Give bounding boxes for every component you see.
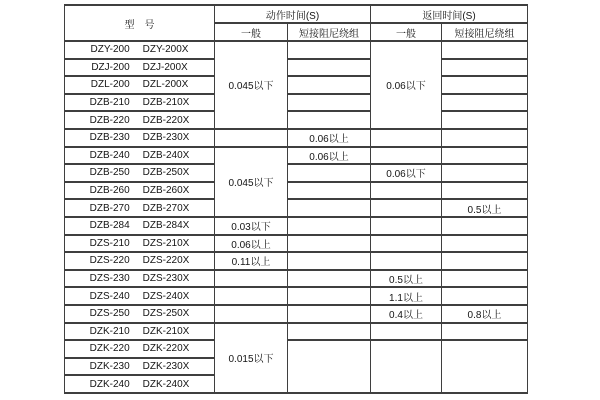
- model-name: DZB-240: [89, 149, 130, 161]
- model-name: DZK-230: [89, 360, 130, 372]
- model-name: DZB-270: [89, 202, 130, 214]
- table-row: [65, 147, 528, 165]
- model-name-x: DZK-240X: [142, 378, 190, 390]
- return-general-cell: [371, 199, 442, 217]
- model-name: DZK-210: [89, 325, 130, 337]
- action-damped-cell: [288, 252, 371, 270]
- table-row: [65, 235, 528, 253]
- model-name-x: DZB-260X: [142, 185, 190, 197]
- return-general-cell: [371, 235, 442, 253]
- model-cell: [65, 358, 215, 376]
- header-row-1: [65, 5, 528, 23]
- return-damped-cell: [442, 182, 528, 200]
- model-cell: [65, 199, 215, 217]
- model-name: DZB-260: [89, 185, 130, 197]
- action-general-cell: [215, 305, 288, 323]
- model-name: DZY-200: [90, 44, 130, 56]
- return-damped-cell: [442, 129, 528, 147]
- model-name-x: DZK-220X: [142, 343, 190, 355]
- return-damped-cell: [442, 217, 528, 235]
- return-general-cell: 0.5以上: [371, 270, 442, 288]
- model-cell: [65, 305, 215, 323]
- table-row: [65, 182, 528, 200]
- table-row: [65, 340, 528, 358]
- model-cell: [65, 235, 215, 253]
- model-name-x: DZJ-200X: [142, 61, 188, 73]
- table-row: [65, 323, 528, 341]
- return-damped-cell: [442, 323, 528, 341]
- table-row: [65, 270, 528, 288]
- model-cell: [65, 129, 215, 147]
- model-cell: [65, 182, 215, 200]
- return-general-cell: 0.06以下: [371, 41, 442, 129]
- action-damped-cell: [288, 323, 371, 341]
- model-name-x: DZB-250X: [142, 167, 190, 179]
- model-name: DZS-210: [89, 237, 130, 249]
- model-name: DZS-230: [89, 273, 130, 285]
- model-cell: [65, 217, 215, 235]
- model-cell: [65, 287, 215, 305]
- return-general-cell: [371, 252, 442, 270]
- model-name: DZS-240: [89, 290, 130, 302]
- return-damped-cell: [442, 164, 528, 182]
- return-general-cell: 1.1以上: [371, 287, 442, 305]
- table-row: [65, 129, 528, 147]
- model-name: DZS-220: [89, 255, 130, 267]
- table-row: [65, 76, 528, 94]
- action-general-cell: [215, 270, 288, 288]
- action-damped-cell: 0.06以上: [288, 147, 371, 165]
- return-time-header: 返回时间(S): [371, 5, 528, 23]
- model-name-x: DZB-284X: [142, 220, 190, 232]
- model-name: DZK-220: [89, 343, 130, 355]
- return-damped-cell: [442, 111, 528, 129]
- return-damped-cell: 0.5以上: [442, 199, 528, 217]
- action-general-header: 一般: [215, 23, 288, 41]
- action-general-cell: 0.03以下: [215, 217, 288, 235]
- action-general-cell: [215, 287, 288, 305]
- table-row: [65, 217, 528, 235]
- model-name: DZL-200: [90, 79, 130, 91]
- return-damped-cell: [442, 147, 528, 165]
- action-damped-cell: [288, 182, 371, 200]
- model-cell: [65, 147, 215, 165]
- action-damped-cell: [288, 287, 371, 305]
- return-damped-cell: [442, 287, 528, 305]
- action-general-cell: [215, 129, 288, 147]
- model-cell: [65, 111, 215, 129]
- model-name: DZB-284: [89, 220, 130, 232]
- action-damped-cell: 0.06以上: [288, 129, 371, 147]
- model-name-x: DZB-240X: [142, 149, 190, 161]
- return-general-cell: [371, 147, 442, 165]
- return-general-cell: [371, 129, 442, 147]
- return-damped-cell: [442, 252, 528, 270]
- model-name: DZB-220: [89, 114, 130, 126]
- model-name: DZB-210: [89, 97, 130, 109]
- action-general-cell: 0.045以下: [215, 147, 288, 217]
- table-row: [65, 305, 528, 323]
- model-name: DZS-250: [89, 308, 130, 320]
- return-general-header: 一般: [371, 23, 442, 41]
- action-general-cell: 0.015以下: [215, 323, 288, 393]
- action-damped-cell: [288, 235, 371, 253]
- model-name: DZB-230: [89, 132, 130, 144]
- action-damped-cell: [288, 76, 371, 94]
- return-general-cell: [371, 217, 442, 235]
- action-damped-cell: [288, 94, 371, 112]
- model-name-x: DZS-250X: [142, 308, 190, 320]
- model-name-x: DZK-210X: [142, 325, 190, 337]
- return-damped-cell: 0.8以上: [442, 305, 528, 323]
- return-damped-cell: [442, 235, 528, 253]
- table-row: [65, 111, 528, 129]
- action-general-cell: 0.11以上: [215, 252, 288, 270]
- action-general-cell: 0.045以下: [215, 41, 288, 129]
- model-cell: [65, 323, 215, 341]
- model-name: DZJ-200: [91, 61, 130, 73]
- return-damped-cell: [442, 41, 528, 59]
- model-cell: [65, 252, 215, 270]
- return-general-cell: 0.4以上: [371, 305, 442, 323]
- table-row: [65, 199, 528, 217]
- return-damped-cell: [442, 76, 528, 94]
- model-name-x: DZS-240X: [142, 290, 190, 302]
- model-cell: [65, 94, 215, 112]
- model-name-x: DZY-200X: [142, 44, 189, 56]
- model-name-x: DZS-210X: [142, 237, 190, 249]
- table-row: [65, 41, 528, 59]
- model-name: DZB-250: [89, 167, 130, 179]
- model-cell: [65, 375, 215, 393]
- action-damped-cell: [288, 199, 371, 217]
- table-row: [65, 287, 528, 305]
- model-cell: [65, 340, 215, 358]
- spec-table: [64, 4, 528, 394]
- table-row: [65, 252, 528, 270]
- table-row: [65, 94, 528, 112]
- model-name-x: DZB-270X: [142, 202, 190, 214]
- action-general-cell: 0.06以上: [215, 235, 288, 253]
- action-damped-cell: [288, 111, 371, 129]
- model-cell: [65, 164, 215, 182]
- return-general-cell: 0.06以下: [371, 164, 442, 182]
- action-damped-cell: [288, 59, 371, 77]
- return-damped-cell: [442, 340, 528, 393]
- model-name-x: DZB-230X: [142, 132, 190, 144]
- model-name-x: DZS-220X: [142, 255, 190, 267]
- model-name-x: DZL-200X: [142, 79, 189, 91]
- action-damped-cell: [288, 217, 371, 235]
- action-damped-cell: [288, 340, 371, 393]
- model-name-x: DZB-220X: [142, 114, 190, 126]
- return-general-cell: [371, 323, 442, 341]
- table-row: [65, 59, 528, 77]
- model-header: 型 号: [65, 5, 215, 41]
- action-damped-cell: [288, 164, 371, 182]
- action-damped-cell: [288, 41, 371, 59]
- action-damped-cell: [288, 270, 371, 288]
- model-cell: [65, 76, 215, 94]
- model-cell: [65, 59, 215, 77]
- action-damped-cell: [288, 305, 371, 323]
- table-row: [65, 164, 528, 182]
- return-damped-cell: [442, 59, 528, 77]
- model-name-x: DZB-210X: [142, 97, 190, 109]
- return-damped-cell: [442, 94, 528, 112]
- model-name: DZK-240: [89, 378, 130, 390]
- action-damped-header: 短接阻尼绕组: [288, 23, 371, 41]
- model-name-x: DZS-230X: [142, 273, 190, 285]
- action-time-header: 动作时间(S): [215, 5, 371, 23]
- model-name-x: DZK-230X: [142, 360, 190, 372]
- return-general-cell: [371, 340, 442, 393]
- return-general-cell: [371, 182, 442, 200]
- model-cell: [65, 41, 215, 59]
- return-damped-cell: [442, 270, 528, 288]
- return-damped-header: 短接阻尼绕组: [442, 23, 528, 41]
- model-cell: [65, 270, 215, 288]
